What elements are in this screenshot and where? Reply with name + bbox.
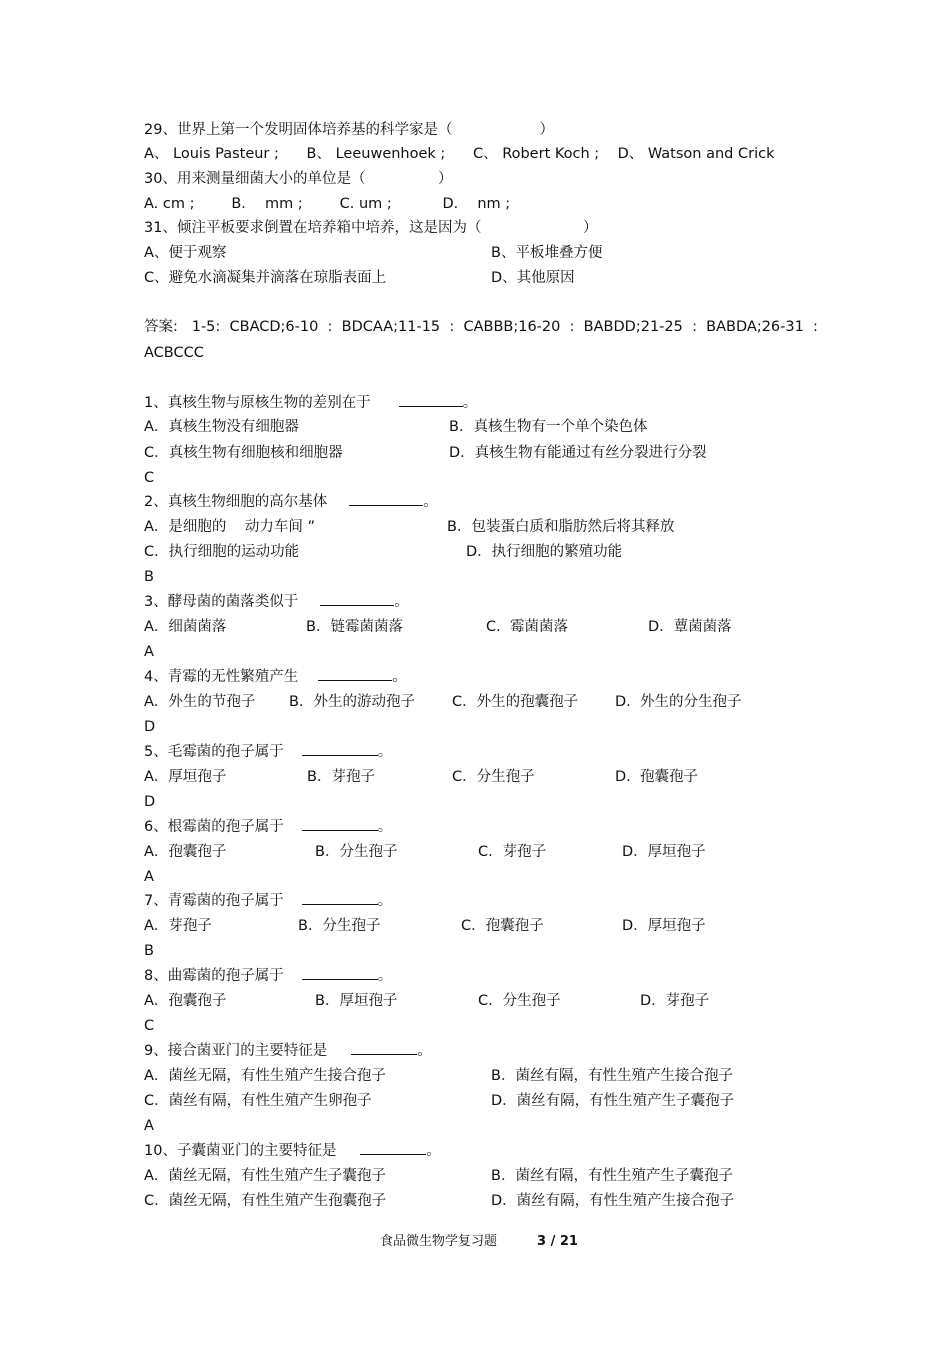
footer-title: 食品微生物学复习题 <box>380 1234 498 1249</box>
question-1-stem <box>144 394 477 412</box>
question-4-option-d: D. 外生的分生孢子 <box>615 694 742 710</box>
question-4-option-c: C．外生的孢囊孢子 <box>452 694 579 710</box>
question-3-answer: A <box>144 644 154 660</box>
question-8-option-c: C．分生孢子 <box>478 993 561 1009</box>
question-7-stem <box>144 892 392 910</box>
question-8-text: 8、曲霉菌的孢子属于 <box>144 968 284 984</box>
question-10-stem <box>144 1142 441 1160</box>
question-29-stem: 29、世界上第一个发明固体培养基的科学家是（ ） <box>144 122 554 138</box>
answer-key-line-1: 答案: 1-5: CBACD;6-10 : BDCAA;11-15 : CABBB;16-20 : BABDD;21-25 : BABDA;26-31 : <box>144 319 818 335</box>
question-9-option-a: A．菌丝无隔，有性生殖产生接合孢子 <box>144 1068 386 1084</box>
question-29-options: A、 Louis Pasteur ; B、 Leeuwenhoek ; C、 Robert Koch ; D、 Watson and Crick <box>144 146 775 162</box>
question-1-option-c: C．真核生物有细胞核和细胞器 <box>144 445 343 461</box>
question-6-end: 。 <box>377 819 393 835</box>
question-5-option-a: A．厚垣孢子 <box>144 769 227 785</box>
question-9-option-d: D．菌丝有隔，有性生殖产生子囊孢子 <box>491 1093 735 1109</box>
answer-blank <box>399 394 463 407</box>
question-6-option-a: A．孢囊孢子 <box>144 844 227 860</box>
answer-blank <box>351 1042 417 1055</box>
question-10-option-b: B．菌丝有隔，有性生殖产生子囊孢子 <box>491 1168 733 1184</box>
question-7-text: 7、青霉菌的孢子属于 <box>144 893 284 909</box>
question-3-option-a: A．细菌菌落 <box>144 619 227 635</box>
question-3-stem <box>144 593 409 611</box>
question-2-option-c: C．执行细胞的运动功能 <box>144 544 300 560</box>
question-6-option-d: D．厚垣孢子 <box>622 844 706 860</box>
question-1-option-b: B．真核生物有一个单个染色体 <box>449 419 648 435</box>
question-31-option-b: B、平板堆叠方便 <box>491 245 603 261</box>
question-5-end: 。 <box>377 744 393 760</box>
question-5-option-b: B．芽孢子 <box>307 769 375 785</box>
question-2-end: 。 <box>423 494 438 510</box>
question-9-end: 。 <box>417 1043 432 1059</box>
question-8-option-b: B．厚垣孢子 <box>315 993 398 1009</box>
question-3-option-b: B．链霉菌菌落 <box>306 619 403 635</box>
question-5-option-c: C．分生孢子 <box>452 769 535 785</box>
question-7-answer: B <box>144 943 154 959</box>
question-2-option-d: D．执行细胞的繁殖功能 <box>466 544 623 560</box>
question-9-stem <box>144 1042 432 1060</box>
question-4-text: 4、青霉的无性繁殖产生 <box>144 669 299 685</box>
question-2-answer: B <box>144 569 154 585</box>
question-7-option-c: C．孢囊孢子 <box>461 918 544 934</box>
answer-blank <box>302 743 378 756</box>
question-1-text: 1、真核生物与原核生物的差别在于 <box>144 395 371 411</box>
question-1-end: 。 <box>462 395 478 411</box>
question-31-option-d: D、其他原因 <box>491 270 575 286</box>
answer-blank <box>302 892 378 905</box>
question-2-stem <box>144 493 438 511</box>
question-2-text: 2、真核生物细胞的高尔基体 <box>144 494 328 510</box>
question-5-option-d: D. 孢囊孢子 <box>615 769 698 785</box>
question-31-stem: 31、倾注平板要求倒置在培养箱中培养，这是因为（ ） <box>144 220 598 236</box>
question-5-text: 5、毛霉菌的孢子属于 <box>144 744 284 760</box>
question-7-end: 。 <box>377 893 393 909</box>
question-4-option-a: A．外生的节孢子 <box>144 694 256 710</box>
answer-key-line-2: ACBCCC <box>144 345 204 361</box>
answer-blank <box>360 1142 426 1155</box>
answer-blank <box>320 593 394 606</box>
question-8-end: 。 <box>377 968 393 984</box>
question-31-option-a: A、便于观察 <box>144 245 227 261</box>
question-10-option-c: C．菌丝无隔，有性生殖产生孢囊孢子 <box>144 1193 387 1209</box>
page-number: 3 / 21 <box>537 1234 578 1249</box>
question-3-option-d: D．蕈菌菌落 <box>648 619 732 635</box>
question-1-option-d: D．真核生物有能通过有丝分裂进行分裂 <box>449 445 707 461</box>
question-2-option-b: B．包装蛋白质和脂肪然后将其释放 <box>447 519 675 535</box>
question-7-option-b: B．分生孢子 <box>298 918 381 934</box>
question-9-option-b: B．菌丝有隔，有性生殖产生接合孢子 <box>491 1068 733 1084</box>
question-8-answer: C <box>144 1018 155 1034</box>
question-10-text: 10、子囊菌亚门的主要特征是 <box>144 1143 337 1159</box>
question-10-option-a: A．菌丝无隔，有性生殖产生子囊孢子 <box>144 1168 386 1184</box>
question-4-option-b: B．外生的游动孢子 <box>289 694 415 710</box>
question-7-option-d: D．厚垣孢子 <box>622 918 706 934</box>
question-3-end: 。 <box>394 594 409 610</box>
answer-blank <box>318 668 392 681</box>
answer-blank <box>349 493 423 506</box>
answer-blank <box>302 818 378 831</box>
question-8-stem <box>144 967 392 985</box>
question-3-text: 3、酵母菌的菌落类似于 <box>144 594 299 610</box>
question-6-stem <box>144 818 392 836</box>
question-10-end: 。 <box>426 1143 441 1159</box>
answer-blank <box>302 967 378 980</box>
question-1-option-a: A．真核生物没有细胞器 <box>144 419 299 435</box>
question-10-option-d: D．菌丝有隔，有性生殖产生接合孢子 <box>491 1193 735 1209</box>
question-30-stem: 30、用来测量细菌大小的单位是（ ） <box>144 171 453 187</box>
question-3-option-c: C. 霉菌菌落 <box>486 619 568 635</box>
question-7-option-a: A．芽孢子 <box>144 918 212 934</box>
question-9-option-c: C．菌丝有隔，有性生殖产生卵孢子 <box>144 1093 372 1109</box>
question-8-option-a: A．孢囊孢子 <box>144 993 227 1009</box>
question-2-option-a: A．是细胞的 动力车间 ” <box>144 519 315 535</box>
question-4-answer: D <box>144 719 156 735</box>
question-1-answer: C <box>144 470 155 486</box>
question-8-option-d: D．芽孢子 <box>640 993 710 1009</box>
question-6-option-c: C．芽孢子 <box>478 844 547 860</box>
question-4-stem <box>144 668 407 686</box>
question-6-option-b: B．分生孢子 <box>315 844 398 860</box>
question-9-text: 9、接合菌亚门的主要特征是 <box>144 1043 328 1059</box>
question-5-answer: D <box>144 794 156 810</box>
question-31-option-c: C、避免水滴凝集并滴落在琼脂表面上 <box>144 270 387 286</box>
question-5-stem <box>144 743 392 761</box>
question-9-answer: A <box>144 1118 154 1134</box>
question-30-options: A. cm ; B． mm ; C. um ; D． nm ; <box>144 196 511 212</box>
question-6-answer: A <box>144 869 154 885</box>
question-6-text: 6、根霉菌的孢子属于 <box>144 819 284 835</box>
question-4-end: 。 <box>392 669 407 685</box>
